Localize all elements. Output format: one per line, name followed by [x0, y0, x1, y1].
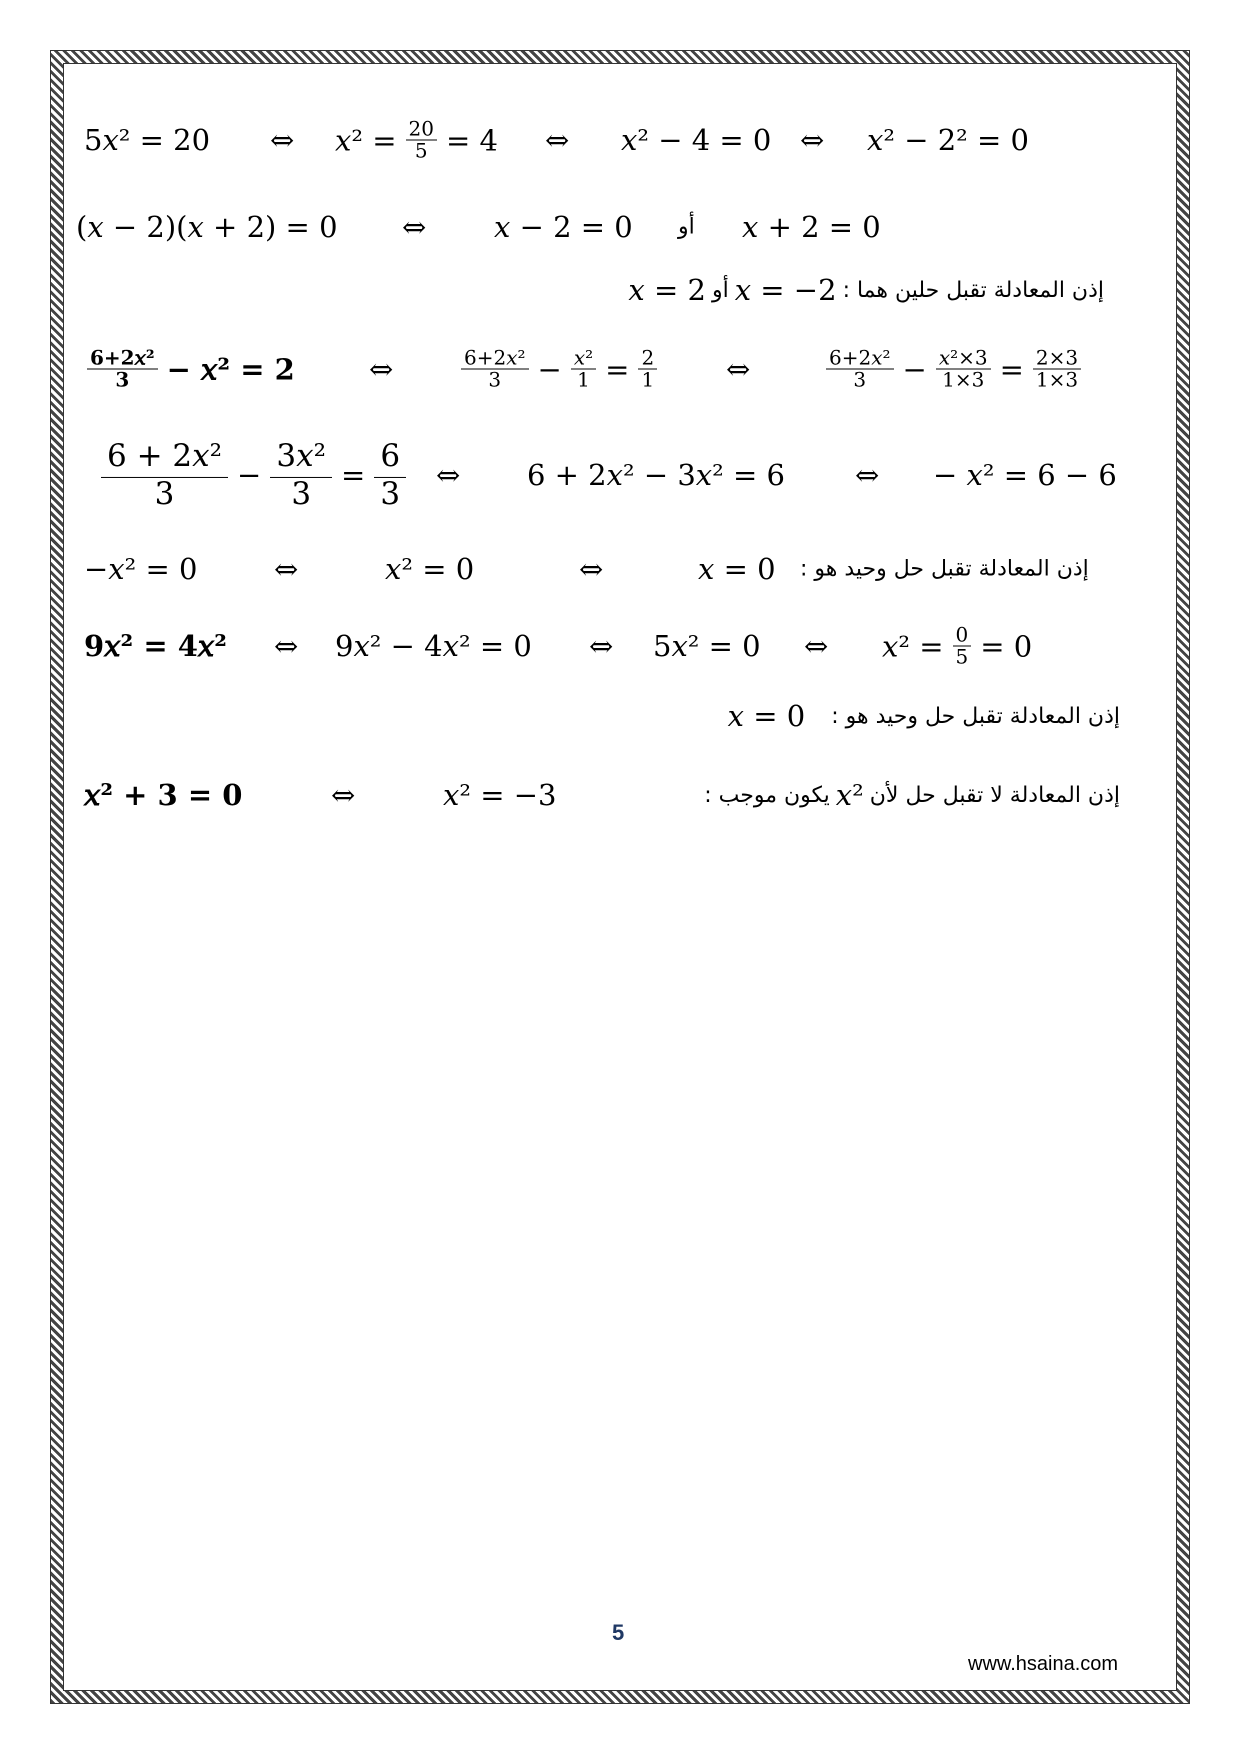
denominator: 3: [853, 367, 867, 392]
conclusion-two-solutions: [628, 273, 1104, 307]
denominator: 5: [414, 138, 428, 163]
fraction: [461, 345, 529, 392]
text: = 4: [445, 123, 498, 157]
website-link[interactable]: www.hsaina.com: [968, 1653, 1119, 1675]
equation-bold-fraction: [84, 345, 295, 392]
solution: 𝑥 = 0: [727, 699, 806, 733]
equivalence-symbol: ⇔: [274, 629, 299, 663]
fraction: [953, 622, 972, 669]
fraction: [571, 345, 596, 392]
numerator: 2×3: [1033, 348, 1081, 370]
fraction: [270, 437, 332, 512]
numerator: 0: [953, 625, 972, 647]
equivalence-symbol: ⇔: [804, 629, 829, 663]
numerator: 𝑥²: [571, 348, 596, 370]
equation-x2-plus-3: 𝑥² + 3 = 0: [84, 778, 243, 812]
text: − 𝑥² = 2: [166, 352, 295, 386]
equivalence-symbol: ⇔: [726, 352, 751, 386]
equation-9x2-4x2: 9𝑥² = 4𝑥²: [84, 629, 227, 663]
equals: =: [999, 352, 1024, 386]
equation-neg-x2: − 𝑥² = 6 − 6: [933, 458, 1117, 492]
equation-fractions-over-1: [458, 345, 660, 392]
equivalence-symbol: ⇔: [369, 352, 394, 386]
fraction: [87, 345, 158, 392]
equivalence-symbol: ⇔: [274, 552, 299, 586]
minus: −: [902, 352, 927, 386]
or-word: أو: [678, 214, 695, 240]
or-word: أو: [711, 277, 729, 303]
equivalence-symbol: ⇔: [545, 123, 570, 157]
numerator: 6+2𝑥²: [87, 348, 158, 370]
equals: =: [605, 352, 630, 386]
conclusion-no-solution: [704, 778, 1120, 812]
solution-1: 𝑥 = −2: [734, 273, 837, 307]
denominator: 1: [641, 367, 655, 392]
equivalence-symbol: ⇔: [402, 210, 427, 244]
denominator: 1×3: [942, 367, 985, 392]
equation-difference: 9𝑥² − 4𝑥² = 0: [335, 629, 532, 663]
page-number: 5: [612, 1620, 625, 1645]
equivalence-symbol: ⇔: [579, 552, 604, 586]
denominator: 3: [380, 475, 401, 512]
equation-x2-minus-3: 𝑥² = −3: [443, 778, 557, 812]
numerator: 20: [406, 119, 437, 141]
equation-x-plus-2: 𝑥 + 2 = 0: [742, 210, 881, 244]
fraction: [826, 345, 894, 392]
denominator: 3: [291, 475, 312, 512]
equation-big-fractions: [98, 437, 409, 512]
equation-common-denominator: [823, 345, 1084, 392]
arabic-text: إذن المعادلة تقبل حل وحيد هو :: [831, 703, 1120, 729]
arabic-text: إذن المعادلة لا تقبل حل لأن: [869, 782, 1120, 808]
equation-x-minus-2: 𝑥 − 2 = 0: [494, 210, 633, 244]
denominator: 1×3: [1035, 367, 1079, 392]
equivalence-symbol: ⇔: [270, 123, 295, 157]
fraction: [638, 345, 657, 392]
denominator: 5: [955, 644, 969, 669]
conclusion-unique-solution: [728, 699, 1120, 733]
page-content-area: [63, 63, 1177, 1691]
text: 𝑥² =: [335, 123, 397, 157]
denominator: 1: [577, 367, 590, 392]
minus: −: [537, 352, 562, 386]
equation-expanded: 6 + 2𝑥² − 3𝑥² = 6: [527, 458, 785, 492]
arabic-text: إذن المعادلة تقبل حلين هما :: [842, 277, 1104, 303]
denominator: 3: [154, 475, 175, 512]
numerator: 6+2𝑥²: [461, 348, 529, 370]
equals: =: [341, 458, 366, 492]
fraction: [406, 116, 437, 163]
equivalence-symbol: ⇔: [800, 123, 825, 157]
equivalence-symbol: ⇔: [331, 778, 356, 812]
equivalence-symbol: ⇔: [589, 629, 614, 663]
minus: −: [237, 458, 262, 492]
equation-5x2-zero: 5𝑥² = 0: [653, 629, 761, 663]
numerator: 6+2𝑥²: [826, 348, 894, 370]
text: = 0: [980, 629, 1033, 663]
solution-2: 𝑥 = 2: [628, 273, 706, 307]
fraction: [936, 345, 991, 392]
equation-x2-minus-4: 𝑥² − 4 = 0: [621, 123, 772, 157]
numerator: 𝑥²×3: [936, 348, 991, 370]
arabic-text: يكون موجب :: [704, 782, 830, 808]
numerator: 2: [638, 348, 657, 370]
fraction: [374, 437, 406, 512]
equation-x2-equals-fraction: [335, 116, 498, 163]
equation-x-zero: 𝑥 = 0: [698, 552, 776, 586]
conclusion-unique-solution: إذن المعادلة تقبل حل وحيد هو :: [800, 556, 1089, 582]
numerator: 6: [374, 440, 406, 478]
denominator: 3: [115, 367, 130, 392]
equation-neg-x2-zero: −𝑥² = 0: [84, 552, 198, 586]
equation-x2-minus-2-squared: 𝑥² − 2² = 0: [867, 123, 1029, 157]
equivalence-symbol: ⇔: [855, 458, 880, 492]
numerator: 6 + 2𝑥²: [101, 440, 228, 478]
equation-5x2-20: 5𝑥² = 20: [84, 123, 211, 157]
fraction: [101, 437, 228, 512]
denominator: 3: [488, 367, 502, 392]
text: 𝑥² =: [882, 629, 944, 663]
fraction: [1033, 345, 1081, 392]
x-squared: 𝑥²: [835, 778, 864, 812]
numerator: 3𝑥²: [270, 440, 332, 478]
equation-factored: (𝑥 − 2)(𝑥 + 2) = 0: [76, 210, 338, 244]
equivalence-symbol: ⇔: [436, 458, 461, 492]
equation-x2-zero: 𝑥² = 0: [385, 552, 475, 586]
equation-x2-fraction-zero: [882, 622, 1033, 669]
